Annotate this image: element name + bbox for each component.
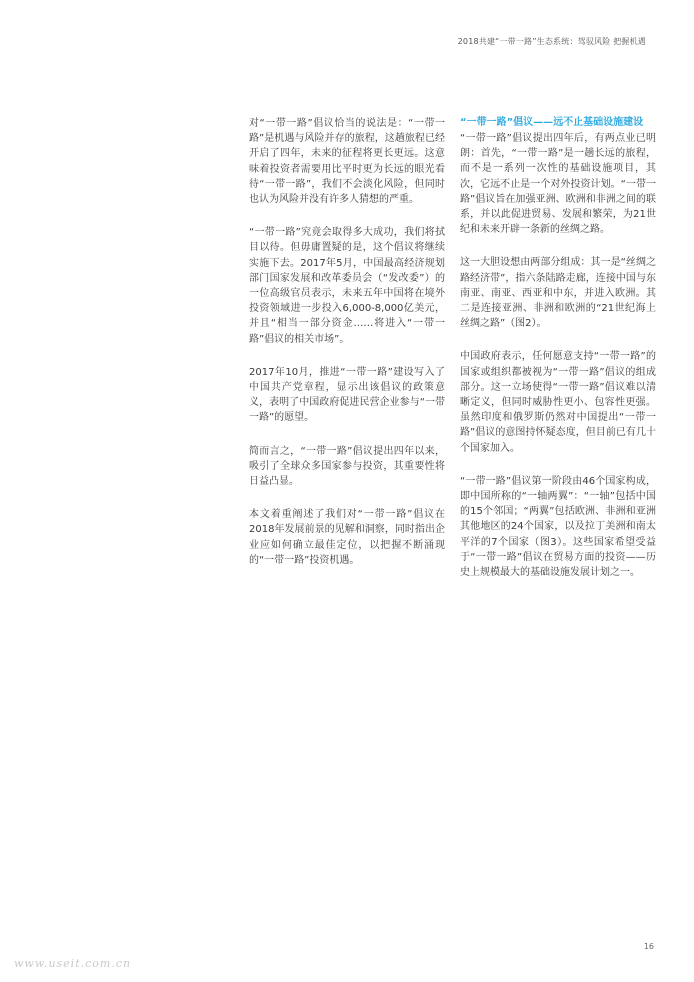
watermark: www.useit.com.cn	[14, 957, 132, 970]
body-paragraph: 这一大胆设想由两部分组成：其一是“丝绸之路经济带”，指六条陆路走廊，连接中国与东南亚、南亚、西亚和中东，并进入欧洲。其二是连接亚洲、非洲和欧洲的“21世纪海上丝绸之路”（图2）。	[460, 257, 656, 330]
body-paragraph: 本文着重阐述了我们对“一带一路”倡议在2018年发展前景的见解和洞察，同时指出企业应如何确立最佳定位，以把握不断涌现的“一带一路”投资机遇。	[249, 509, 445, 566]
section-heading: “一带一路”倡议——远不止基础设施建设	[460, 117, 644, 128]
page-number: 16	[643, 942, 654, 951]
running-header: 2018共建“一带一路”生态系统：驾驭风险 把握机遇	[457, 37, 646, 46]
right-text-column	[460, 116, 656, 598]
body-paragraph: “一带一路”倡议第一阶段由46个国家构成，即中国所称的“一轴两翼”：“一轴”包括中国的15个邻国；“两翼”包括欧洲、非洲和亚洲其他地区的24个国家，以及拉丁美洲和南太平洋的7个国家（图3）。这些国家希望受益于“一带一路”倡议在贸易方面的投资——历史上规模最大的基础设施发展计划之一。	[460, 475, 656, 579]
left-text-column	[249, 116, 445, 586]
body-paragraph: 中国政府表示，任何愿意支持“一带一路”的国家或组织都被视为“一带一路”倡议的组成部分。这一立场使得“一带一路”倡议难以清晰定义，但同时威胁性更小、包容性更强。虽然印度和俄罗斯仍然对中国提出“一带一路”倡议的意图持怀疑态度，但目前已有几十个国家加入。	[460, 351, 656, 454]
body-paragraph: 2017年10月，推进“一带一路”建设写入了中国共产党章程，显示出该倡议的政策意义，表明了中国政府促进民营企业参与“一带一路”的愿望。	[249, 366, 445, 424]
body-paragraph: “一带一路”究竟会取得多大成功，我们将拭目以待。但毋庸置疑的是，这个倡议将继续实施下去。2017年5月，中国最高经济规划部门国家发展和改革委员会（“发改委”）的一位高级官员表示，未来五年中国将在境外投资领域进一步投入6,000-8,000亿美元，并且“相当一部分资金……将进入“一带一路”倡议的相关市场”。	[249, 227, 445, 345]
body-paragraph: 对“一带一路”倡议恰当的说法是：“一带一路”是机遇与风险并存的旅程，这趟旅程已经开启了四年，未来的征程将更长更远。这意味着投资者需要用比平时更为长远的眼光看待“一带一路”，我们不会淡化风险，但同时也认为风险并没有许多人猜想的严重。	[249, 118, 445, 206]
body-paragraph: 简而言之，“一带一路”倡议提出四年以来，吸引了全球众多国家参与投资，其重要性将日益凸显。	[249, 445, 445, 488]
body-paragraph: “一带一路”倡议提出四年后，有两点业已明朗：首先，“一带一路”是一趟长远的旅程，而不是一系列一次性的基础设施项目，其次，它远不止是一个对外投资计划。“一带一路”倡议旨在加强亚洲、欧洲和非洲之间的联系，并以此促进贸易、发展和繁荣，为21世纪和未来开辟一条新的丝绸之路。	[460, 133, 656, 236]
